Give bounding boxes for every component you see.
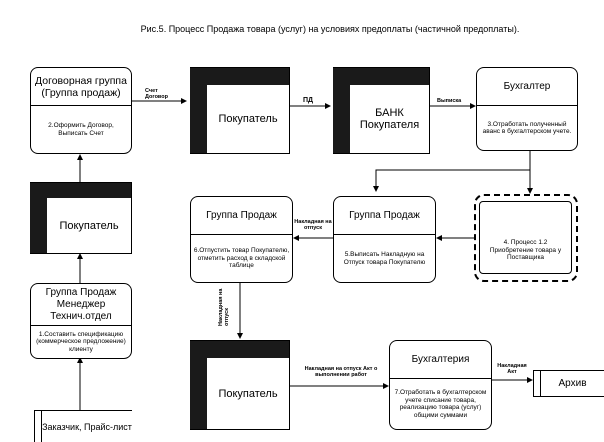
flow-invoice-contract: Счет Договор (145, 88, 168, 100)
flow-waybill-vertical: Накладная на отпуск (218, 288, 230, 326)
entity-buyer-top (190, 67, 290, 154)
process-p5-head: Группа Продаж (334, 197, 435, 235)
figure-title: Рис.5. Процесс Продажа товара (услуг) на условиях предоплаты (частичной предоплаты). (140, 24, 520, 34)
entity-shade-left (190, 68, 207, 153)
entity-bank (333, 67, 430, 154)
flow-payment-doc: ПД (303, 97, 314, 104)
process-p6-head: Группа Продаж (191, 197, 292, 235)
entity-shade-left (333, 68, 350, 153)
process-p7-body: 7.Отработать в бухгалтерском учете списание товара, реализацию товара (услуг) общими суммами (394, 389, 487, 419)
process-p3-body: 3.Отработать полученный аванс в бухгалтерском учете. (482, 120, 572, 135)
entity-shade-left (30, 183, 47, 253)
process-p7-head: Бухгалтерия (390, 341, 491, 379)
process-p2-contract-group (30, 67, 132, 154)
flow-waybill-top: Накладная на отпуск (294, 219, 332, 231)
process-p4-body: 4. Процесс 1.2 Приобретение товара у Поставщика (489, 239, 562, 262)
process-p6-sales-group (190, 196, 293, 283)
entity-buyer-top-label: Покупатель (218, 113, 278, 125)
store-id-cell (533, 371, 541, 396)
entity-buyer-left (30, 182, 132, 254)
store-archive-label: Архив (558, 377, 587, 389)
process-p7-accounting (389, 340, 492, 430)
flow-waybill-act: Накладная на отпуск Акт о выполнении работ (304, 366, 378, 378)
store-archive (533, 370, 604, 397)
process-p1-sales-manager (30, 283, 132, 359)
store-client-label: Заказчик, Прайс-лист (42, 421, 132, 432)
process-p6-body: 6.Отпустить товар Покупателю, отметить расход в складской таблице (193, 247, 290, 270)
arrow-p3-to-p5 (376, 150, 530, 191)
entity-bank-label: БАНК Покупателя (359, 107, 420, 131)
entity-buyer-bottom-label: Покупатель (218, 387, 278, 400)
entity-buyer-left-label: Покупатель (59, 219, 119, 232)
process-p1-body: 1.Составить спецификацию (коммерческое предложение) клиенту (36, 330, 126, 353)
flow-waybill-act-archive: Накладная Акт (497, 363, 527, 375)
entity-buyer-bottom (190, 340, 290, 430)
process-p1-head: Группа Продаж Менеджер Технич.отдел (31, 284, 131, 326)
process-p2-head: Договорная группа (Группа продаж) (31, 68, 131, 106)
process-p3-accountant (476, 67, 578, 151)
flow-bank-statement: Выписка (437, 98, 462, 104)
process-p4-inner (479, 201, 572, 274)
store-id-cell (34, 411, 42, 442)
process-p2-body: 2.Оформить Договор, Выписать Счет (48, 122, 114, 137)
entity-shade-left (190, 341, 207, 429)
process-p5-sales-group (333, 196, 436, 283)
store-client-pricelist (34, 410, 132, 442)
process-p4-purchase (474, 194, 578, 282)
process-p3-head: Бухгалтер (477, 68, 577, 106)
process-p5-body: 5.Выписать Накладную на Отпуск товара Покупателю (343, 251, 426, 266)
